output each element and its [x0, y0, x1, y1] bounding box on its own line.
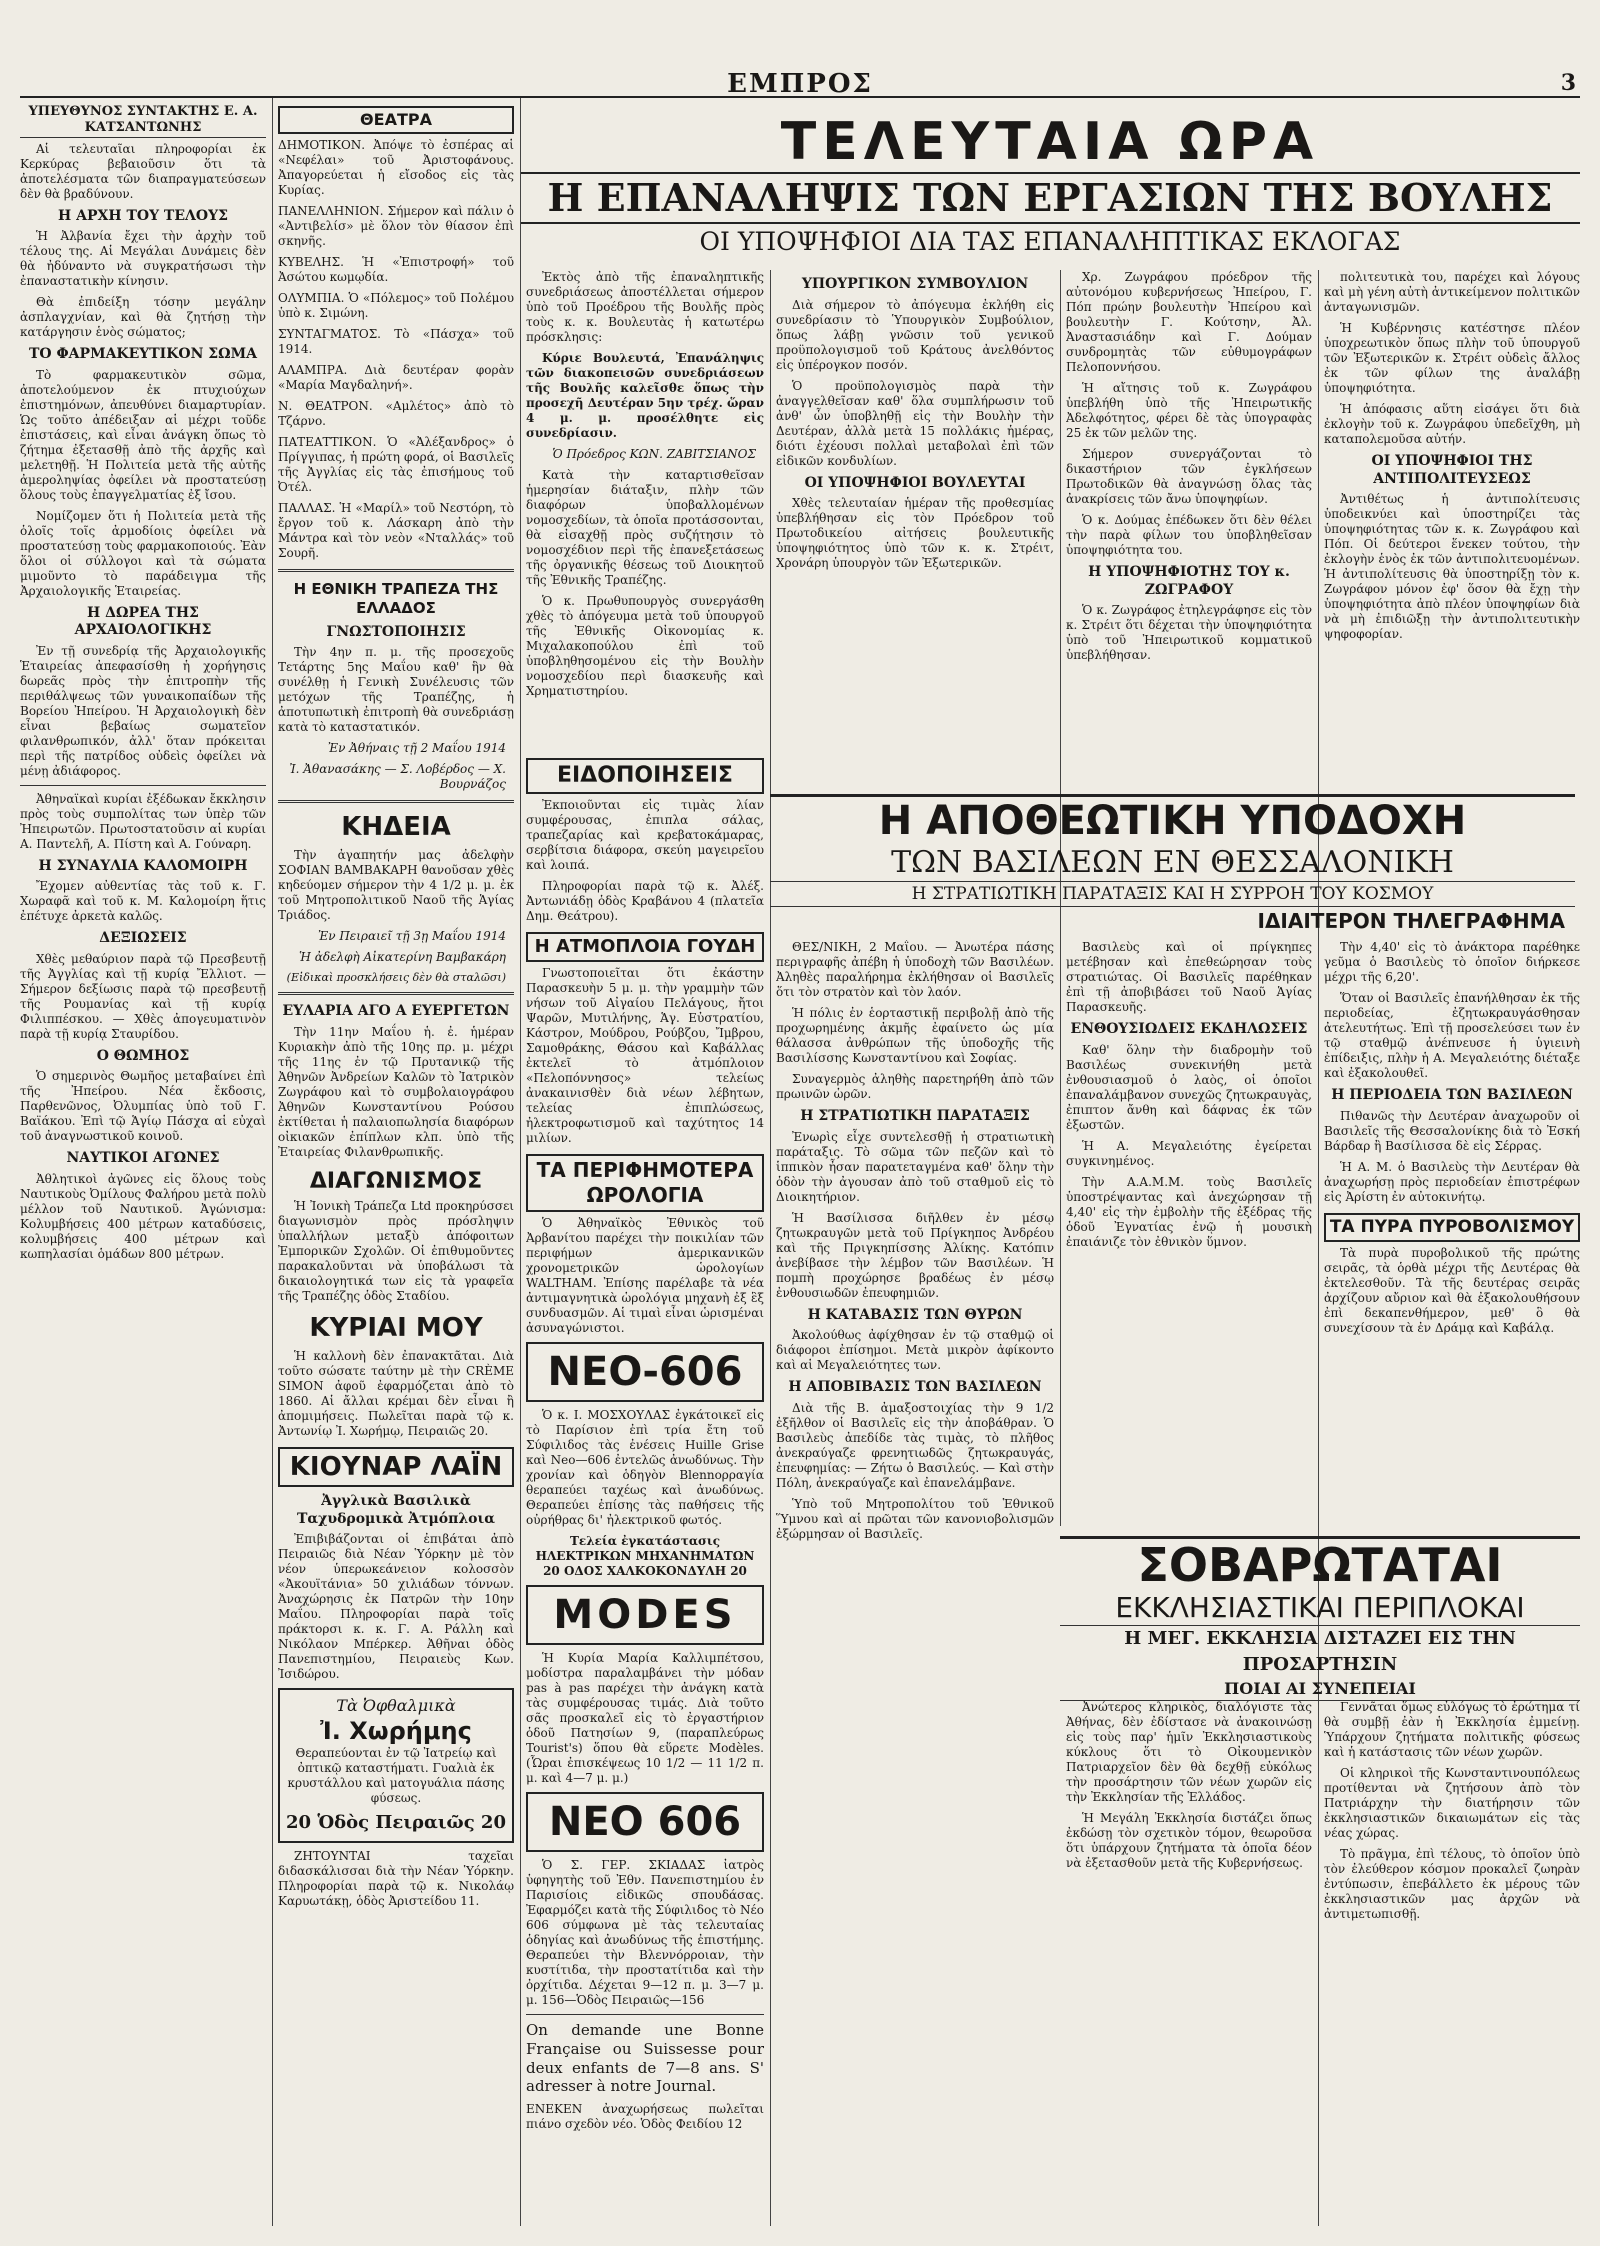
paragraph: Σήμερον συνεργάζονται τὸ δικαστήριον τῶν ἐγκλήσεων Πρωτοδικῶν θὰ ἀναγνώσῃ ὅλας τὰς ἀνακρίσεις τῶν ἄνω ὑποψηφίων. — [1066, 447, 1312, 506]
modes-ad — [526, 1585, 764, 1645]
paragraph: Αἱ τελευταῖαι πληροφορίαι ἐκ Κερκύρας βεβαιοῦσιν ὅτι τὰ ἀποτελέσματα τῶν διαπραγματεύσεων δὲν θὰ βραδύνουν. — [20, 141, 266, 201]
notice-signature: Ἡ ἀδελφὴ Αἰκατερίνη Βαμβακάρη — [299, 949, 506, 964]
shipping-ad-title: Η ΑΤΜΟΠΛΟΙΑ ΓΟΥΔΗ — [526, 932, 764, 963]
paragraph: Ὁ σημερινὸς Θωμῆος μεταβαίνει ἐπὶ τῆς Ἠπείρου. Νέα ἔκδοσις, Παρθενῶνος, Ὀλυμπίας ὑπὸ τοῦ Γ. Βαϊάκου. Ἐπὶ τῷ Ἁγίῳ Πάσχα αἱ εὐχαὶ τοῦ ἀναγνωστικοῦ κοινοῦ. — [20, 1069, 266, 1143]
notices-title: ΕΙΔΟΠΟΙΗΣΕΙΣ — [526, 758, 764, 794]
section-title: Η ΠΕΡΙΟΔΕΙΑ ΤΩΝ ΒΑΣΙΛΕΩΝ — [1331, 1087, 1573, 1103]
section-title: ΝΑΥΤΙΚΟΙ ΑΓΩΝΕΣ — [66, 1150, 220, 1166]
paragraph: Ἀκολούθως ἀφίχθησαν ἐν τῷ σταθμῷ οἱ διάφοροι ἐπίσημοι. Μετὰ μικρὸν ἀφίκοντο καὶ αἱ Μεγαλειότητες των. — [776, 1328, 1054, 1372]
column-5-top — [1324, 270, 1580, 740]
paragraph: Ἡ πόλις ἐν ἑορταστικῇ περιβολῇ ἀπὸ τῆς προχωρημένης ἀκμῆς ἐφαίνετο ὡς μία θάλασσα ἀνθρώπων τῆς ὑποδοχῆς τῆς Βασιλίσσης Κωνσταντίνου καὶ Σοφίας. — [776, 1006, 1054, 1065]
notice-date: Ἐν Ἀθήναις τῇ 2 Μαΐου 1914 — [327, 741, 506, 755]
paragraph: Ἔχομεν αὐθεντίας τὰς τοῦ κ. Γ. Χωραφᾶ καὶ τοῦ κ. Μ. Καλομοίρη ἥτις ἐπέτυχε ἀρκετὰ καλῶς. — [20, 879, 266, 923]
section-title: ΔΕΞΙΩΣΕΙΣ — [99, 930, 187, 946]
classified: On demande une Bonne Française ou Suissesse pour deux enfants de 7—8 ans. S' adresser à notre Journal. — [526, 2021, 764, 2096]
paragraph: ΠΑΛΛΑΣ. Ἡ «Μαρίλ» τοῦ Νεστόρη, τὸ ἔργον τοῦ κ. Λάσκαρη ἀπὸ τὴν Μάντρα καὶ τὸν νεὸν «Νταλλάς» τοῦ Σουρῆ. — [278, 501, 514, 560]
paragraph: Τὴν Α.Α.Μ.Μ. τοὺς Βασιλεῖς ὑποστρέψαντας καὶ ἀνεχώρησαν τῇ 4,40' εἰς τὴν ἐμβολὴν τῆς ἐξέδρας τῆς ὁδοῦ Ἐγνατίας ἐνῷ ἡ μουσικὴ ἐπαιάνιζε τὸν ἐθνικὸν ὕμνον. — [1066, 1174, 1312, 1249]
section-title: Η ΑΠΟΒΙΒΑΣΙΣ ΤΩΝ ΒΑΣΙΛΕΩΝ — [788, 1379, 1042, 1395]
optician-name: Ἰ. Χωρήμης — [320, 1717, 472, 1746]
paragraph: Χθὲς μεθαύριον παρὰ τῷ Πρεσβευτῇ τῆς Ἀγγλίας καὶ τῇ κυρίᾳ Ἔλλιοτ. — Σήμερον δεξίωσις παρὰ τῷ πρεσβευτῇ τῆς Ρουμανίας καὶ τῇ κυρίᾳ Φιλιππέσκου. — Χθὲς ἀπογευματινὸν παρὰ τῇ κυρίᾳ Σταυρίδου. — [20, 951, 266, 1041]
eccl-deck: Η ΜΕΓ. ΕΚΚΛΗΣΙΑ ΔΙΣΤΑΖΕΙ ΕΙΣ ΤΗΝ ΠΡΟΣΑΡΤΗΣΙΝ — [1060, 1625, 1580, 1678]
paragraph: Ἡ Κυβέρνησις κατέστησε πλέον ὑποχρεωτικὸν ὅπως πλὴν τοῦ ὑπουργοῦ τῶν Ἐξωτερικῶν κ. Στρέιτ οὐδεὶς ἄλλος ἐκ τῶν φίλων της ἀναλάβῃ ὑποψηφιότητα. — [1324, 321, 1580, 395]
column-divider — [770, 270, 771, 2226]
eccl-headline: ΣΟΒΑΡΩΤΑΤΑΙ — [1060, 1536, 1580, 1591]
paragraph: ΠΑΝΕΛΛΗΝΙΟΝ. Σήμερον καὶ πάλιν ὁ «Ἀντιβελίσ» μὲ ὅλον τὸν θίασον ἐπὶ σκηνῆς. — [278, 204, 514, 248]
paragraph: Ὑπὸ τοῦ Μητροπολίτου τοῦ Ἑθνικοῦ Ὕμνου καὶ αἱ πρῶται τῶν κανονιοβολισμῶν ἐξώρμησαν οἱ Βασιλεῖς. — [776, 1496, 1054, 1541]
paragraph: Ὁ Ἀθηναϊκὸς Ἐθνικὸς τοῦ Ἀρβανίτου παρέχει τὴν ποικιλίαν τῶν περιφήμων ἀμερικανικῶν χρονομετρικῶν ὡρολογίων WALTHAM. Ἐπίσης παρέλαβε τὰ νέα ἀντιμαγνητικὰ ὡρολόγια μηχανὴ ἐξ ἓξ συνδυασμῶν. Αἱ τιμαὶ εἶναι ὡρισμέναι ἀσυναγώνιστοι. — [526, 1216, 764, 1335]
column-2 — [278, 98, 514, 2226]
paragraph: Ὅταν οἱ Βασιλεῖς ἐπανήλθησαν ἐκ τῆς περιοδείας, ἐζητωκραυγάσθησαν ἀτελευτήτως. Ἐπὶ τῇ προσελεύσει των ἐν τῷ σταθμῷ ἀνέπνευσε ἡ ὑγιεινὴ ἐπίδειξις, πλὴν ἡ Α. Μεγαλειότης διέταξε καὶ ἐξακολουθεῖ. — [1324, 991, 1580, 1080]
paragraph: Χθὲς τελευταίαν ἡμέραν τῆς προθεσμίας ὑπεβλήθησαν εἰς τὸν Πρόεδρον τοῦ Πρωτοδικείου αἰτήσεις βουλευτικῆς ὑποψηφιότητος ὑπὸ τῶν κ. κ. Στρέιτ, Χρονάρη ὑπουργὸν τῶν Ἐξωτερικῶν. — [776, 496, 1054, 570]
column-4b-report — [1066, 940, 1312, 1520]
signature: Ὁ Πρόεδρος ΚΩΝ. ΖΑΒΙΤΣΙΑΝΟΣ — [552, 447, 756, 461]
section-title: Η ΣΥΝΑΥΛΙΑ ΚΑΛΟΜΟΙΡΗ — [38, 857, 248, 874]
paragraph: Ἡ Μεγάλη Ἐκκλησία διστάζει ὅπως ἐκδώσῃ τὸν σχετικὸν τόμον, θεωροῦσα ὅτι ὑπάρχουν ζητήματα τὰ ὁποῖα δέον νὰ ἐξετασθοῦν μετὰ τῆς Κυβερνήσεως. — [1066, 1811, 1312, 1870]
paragraph: Ἡ Κυρία Μαρία Καλλιμπέτσου, μοδίστρα παραλαμβάνει τὴν μόδαν pas à pas παρέχει τὴν ἀνάγκη κατὰ τὰς συμφέρουσας τιμάς. Διὰ τοῦτο σᾶς προσκαλεῖ εἰς τὸ ἐργαστήριον ὁδοῦ Πατησίων 9, (παραπλεύρως Tourist's) ὅπου θὰ εὕρετε Modèles. (Ὧραι ἐπισκέψεως 10 1/2 — 11 1/2 π. μ. καὶ 4—7 μ. μ.) — [526, 1651, 764, 1785]
paragraph: Τὴν 11ην Μαΐου ἡ. ἐ. ἡμέραν Κυριακὴν ἀπὸ τῆς 10ης πρ. μ. μέχρι τῆς 11ης ἐν τῷ Πρυτανικῷ τῆς Ἀθηνῶν Ἀνδρείων Καλῶν τὸ Ἰατρικὸν Ζωγράφου καὶ τὸ συμβολαιογράφου Ἀθηνῶν Κωνσταντίνου Ρούσου ἐκτίθεται ἡ παλαιοπωλησία διαφόρων οἰκιακῶν ἐπίπλων κλπ. ὑπὸ τῆς Ἐταιρείας Φιλανθρωπικῆς. — [278, 1024, 514, 1159]
theatre-title: ΘΕΑΤΡΑ — [278, 106, 514, 134]
notice-title: ΔΙΑΓΩΝΙΣΜΟΣ — [309, 1168, 483, 1194]
paragraph: ΟΛΥΜΠΙΑ. Ὁ «Πόλεμος» τοῦ Πολέμου ὑπὸ κ. Σιμώνη. — [278, 291, 514, 320]
ecclesiastical-story-header — [1060, 1536, 1580, 1701]
optician-address: 20 Ὁδὸς Πειραιῶς 20 — [286, 1812, 506, 1834]
section-title: Η ΚΑΤΑΒΑΣΙΣ ΤΩΝ ΘΥΡΩΝ — [807, 1306, 1023, 1323]
eccl-deck-2: ΠΟΙΑΙ ΑΙ ΣΥΝΕΠΕΙΑΙ — [1060, 1678, 1580, 1701]
neo606-title-2: ΝΕΟ 606 — [548, 1799, 742, 1845]
paragraph: Πληροφορίαι παρὰ τῷ κ. Ἀλέξ. Ἀντωνιάδῃ ὁδὸς Κραβάνου 4 (πλατεῖα Δημ. Θεάτρου). — [526, 878, 764, 923]
paragraph: Ν. ΘΕΑΤΡΟΝ. «Αμλέτος» ἀπὸ τὸ Τζάρνο. — [278, 399, 514, 428]
byline: ΥΠΕΥΘΥΝΟΣ ΣΥΝΤΑΚΤΗΣ Ε. Α. ΚΑΤΣΑΝΤΩΝΗΣ — [20, 104, 266, 138]
divider — [526, 2014, 764, 2015]
section-title: ΟΙ ΥΠΟΨΗΦΙΟΙ ΒΟΥΛΕΥΤΑΙ — [804, 474, 1026, 491]
section-title: ΟΙ ΥΠΟΨΗΦΙΟΙ ΤΗΣ ΑΝΤΙΠΟΛΙΤΕΥΣΕΩΣ — [1371, 453, 1533, 487]
sub-headline-2: ΟΙ ΥΠΟΨΗΦΙΟΙ ΔΙΑ ΤΑΣ ΕΠΑΝΑΛΗΠΤΙΚΑΣ ΕΚΛΟΓΑΣ — [699, 227, 1401, 256]
section-title: Η ΔΩΡΕΑ ΤΗΣ ΑΡΧΑΙΟΛΟΓΙΚΗΣ — [74, 604, 212, 638]
thessaloniki-banner — [770, 794, 1575, 935]
paragraph: Ἐκποιοῦνται εἰς τιμὰς λίαν συμφέρουσας, ἐπιπλα σάλας, τραπεζαρίας καὶ κρεβατοκάμαρας, σερβίτσια διάφορα, σκεύη μαγειρεῖου καὶ λοιπά. — [526, 797, 764, 872]
banner-deck: Η ΣΤΡΑΤΙΩΤΙΚΗ ΠΑΡΑΤΑΞΙΣ ΚΑΙ Η ΣΥΡΡΟΗ ΤΟΥ ΚΟΣΜΟΥ — [770, 881, 1575, 907]
column-divider — [520, 98, 521, 2226]
ladies-ad-title: ΚΥΡΙΑΙ ΜΟΥ — [309, 1313, 483, 1344]
paragraph: Ἐπιβιβάζονται οἱ ἐπιβάται ἀπὸ Πειραιῶς διὰ Νέαν Ὑόρκην μὲ τὸν νέον ὑπερωκεάνειον κολοσσὸν «Ἀκουϊτάνια» 50 χιλιάδων τόννων. Ἀναχώρησις ἐκ Πατρῶν τὴν 10ην Μαΐου. Πληροφορίαι παρὰ τοῖς πράκτορσι κ. κ. Γ. Α. Ράλλη καὶ Νικόλαον Μπέρκερ. Ἀθῆναι ὁδὸς Πανεπιστημίου, Πειραιεὺς Κων. Ἰσιδώρου. — [278, 1532, 514, 1682]
page-number: 3 — [1560, 70, 1576, 96]
paragraph: Χρ. Ζωγράφου πρόεδρον τῆς αὐτονόμου κυβερνήσεως Ἠπείρου, Γ. Πόπ πρώην βουλευτὴν Ἠπείρου καὶ βουλευτὴν Γ. Κούτσην, Ἀλ. Ἀναστασιάδην καὶ Γ. Δούμαν συνδρομητὰς τῶν εὐθυμογράφων Πελοποννήσου. — [1066, 270, 1312, 374]
notice-signature: Ἰ. Ἀθανασάκης — Σ. Λοβέρδος — Χ. Βουρνάζος — [289, 762, 506, 791]
paragraph: Συναγερμὸς ἀληθὴς παρετηρήθη ἀπὸ τῶν πρωινῶν ὡρῶν. — [776, 1072, 1054, 1101]
notice-date: Ἐν Πειραιεῖ τῇ 3ῃ Μαΐου 1914 — [317, 928, 506, 943]
paragraph: Ὁ Σ. ΓΕΡ. ΣΚΙΑΔΑΣ ἰατρὸς ὑφηγητὴς τοῦ Ἐθν. Πανεπιστημίου ἐν Παρισίοις εἰδικῶς σπουδάσας. Ἐφαρμόζει κατὰ τῆς Σύφιλιδος τὸ Νέο 606 σύμφωνα μὲ τὰς τελευταίας ὁδηγίας καὶ ἀνωδύνως τῆς ἐπιστήμης. Θεραπεύει τὴν Βλεννόρροιαν, τὴν κυστίτιδα, τὴν προστατίτιδα καὶ τὴν ὀρχίτιδα. Δέχεται 9—12 π. μ. 3—7 μ. μ. 156—Ὁδὸς Πειραιῶς—156 — [526, 1858, 764, 2007]
paragraph: Τὴν 4,40' εἰς τὸ ἀνάκτορα παρέθηκε γεῦμα ὁ Βασιλεὺς τὸ ὁποῖον διήρκεσε μέχρι τῆς 6,20'. — [1324, 940, 1580, 984]
paragraph: Τελεία ἐγκατάστασις ΗΛΕΚΤΡΙΚΩΝ ΜΗΧΑΝΗΜΑΤΩΝ 20 ΟΔΟΣ ΧΑΛΚΟΚΟΝΔΥΛΗ 20 — [535, 1534, 755, 1578]
paragraph: ΖΗΤΟΥΝΤΑΙ ταχεῖαι διδασκάλισσαι διὰ τὴν Νέαν Ὑόρκην. Πληροφορίαι παρὰ τῷ κ. Νικολάῳ Καρυωτάκῃ, ὁδὸς Ἀριστείδου 11. — [278, 1848, 514, 1908]
paragraph: Τὴν ἀγαπητήν μας ἀδελφὴν ΣΟΦΙΑΝ ΒΑΜΒΑΚΑΡΗ θανοῦσαν χθὲς κηδεύομεν σήμερον τὴν 4 1/2 μ. μ. ἐκ τοῦ Μητροπολιτικοῦ Ναοῦ τῆς Ἁγίας Τριάδος. — [278, 847, 514, 922]
paragraph: Ἐκτὸς ἀπὸ τῆς ἐπαναληπτικῆς συνεδριάσεως ἀποστέλλεται σήμερον ὑπὸ τοῦ Προέδρου τῆς Βουλῆς πρὸς τοὺς κ. κ. Βουλευτὰς ἡ κατωτέρω πρόσκλησις: — [526, 270, 764, 344]
paragraph: Ἡ Ἀλβανία ἔχει τὴν ἀρχὴν τοῦ τέλους της. Αἱ Μεγάλαι Δυνάμεις δὲν θὰ ἠδύναντο νὰ συγκρατήσωσι τὴν ἐπαναστατικὴν κίνησιν. — [20, 229, 266, 288]
section-title: ΥΠΟΥΡΓΙΚΟΝ ΣΥΜΒΟΥΛΙΟΝ — [801, 276, 1029, 292]
neo606-ad-2 — [526, 1792, 764, 1852]
section-title: Η ΥΠΟΨΗΦΙΟΤΗΣ ΤΟΥ κ. ΖΩΓΡΑΦΟΥ — [1088, 564, 1290, 598]
sub-headline: Η ΕΠΑΝΑΛΗΨΙΣ ΤΩΝ ΕΡΓΑΣΙΩΝ ΤΗΣ ΒΟΥΛΗΣ — [520, 172, 1580, 224]
column-4-report — [776, 940, 1054, 2226]
section-title: Η ΑΡΧΗ ΤΟΥ ΤΕΛΟΥΣ — [58, 207, 228, 224]
neo606-title: ΝΕΟ-606 — [547, 1349, 743, 1395]
charity-title: ΕΥΛΑΡΙΑ ΑΓΟ Α ΕΥΕΡΓΕΤΩΝ — [282, 1003, 510, 1020]
section-title: ΕΝΘΟΥΣΙΩΔΕΙΣ ΕΚΔΗΛΩΣΕΙΣ — [1070, 1021, 1308, 1037]
paragraph: Ἀθλητικοὶ ἀγῶνες εἰς ὅλους τοὺς Ναυτικοὺς Ὀμίλους Φαλήρου μετὰ πολὺ μέλλον τοῦ Ναυτικοῦ. Ἀγώνισμα: Κολυμβήσεις 400 μέτρων καταδύσεις, κολυμβήσεις 400 μέτρων καὶ κωπηλασίαι ὁμάδων 800 μέτρων. — [20, 1171, 266, 1261]
paragraph: Πιθανῶς τὴν Δευτέραν ἀναχωροῦν οἱ Βασιλεῖς τῆς Θεσσαλονίκης διὰ τὸ Ἐσκή Βάρδαρ ἢ Βασίλισσα δὲ εἰς Σέρρας. — [1324, 1108, 1580, 1153]
section-title: ΤΟ ΦΑΡΜΑΚΕΥΤΙΚΟΝ ΣΩΜΑ — [29, 346, 257, 362]
bank-notice-subtitle: ΓΝΩΣΤΟΠΟΙΗΣΙΣ — [326, 623, 466, 640]
paragraph: ΘΕΣ/ΝΙΚΗ, 2 Μαΐου. — Ἀνωτέρα πάσης περιγραφῆς ἀπέβη ἡ ὑποδοχὴ τῶν Βασιλέων. Ἀληθὲς παραλήρημα ἐκλήθησαν οἱ Βασιλεῖς ὅτι τὸν στρατὸν καὶ τὸν λαόν. — [776, 940, 1054, 999]
column-4-top — [776, 270, 1054, 740]
section-title: Ο ΘΩΜΗΟΣ — [96, 1047, 190, 1064]
paragraph: Θεραπεύονται ἐν τῷ Ἰατρείῳ καὶ ὀπτικῷ καταστήματι. Γυαλιὰ ἐκ κρυστάλλου καὶ ματογυάλια πάσης φύσεως. — [287, 1746, 505, 1806]
divider — [278, 569, 514, 572]
eccl-subheadline: ΕΚΚΛΗΣΙΑΣΤΙΚΑΙ ΠΕΡΙΠΛΟΚΑΙ — [1115, 1591, 1525, 1624]
paragraph: Καθ' ὅλην τὴν διαδρομὴν τοῦ Βασιλέως συνεκινήθη μετὰ ἐνθουσιασμοῦ ὁ λαὸς, οἱ ὁποῖοι ἐπαναλάμβανον συνεχῶς ζητωκραυγὰς, ἐπιπτον ἄνθη καὶ δάφνας ἐκ τῶν ἐξωστῶν. — [1066, 1042, 1312, 1132]
paragraph: ΠΑΤΕΑΤΤΙΚΟΝ. Ὁ «Ἀλέξανδρος» ὁ Πρίγγιπας, ἡ πρώτη φορά, οἱ Βασιλεῖς τῆς Ἀγγλίας εἰς τὰς ἐπισήμους τοῦ Ὀτέλ. — [278, 435, 514, 494]
banner-subheadline: ΤΩΝ ΒΑΣΙΛΕΩΝ ΕΝ ΘΕΣΣΑΛΟΝΙΚΗ — [891, 845, 1454, 880]
cunard-ad-title: ΚΙΟΥΝΑΡ ΛΑΪΝ — [278, 1447, 514, 1488]
column-3-top — [526, 270, 764, 740]
paragraph: Ἡ Βασίλισσα διῆλθεν ἐν μέσῳ ζητωκραυγῶν μετὰ τοῦ Πρίγκηπος Ἀνδρέου καὶ τῆς Πριγκηπίσσης Ἀλίκης. Κατόπιν ἀνεβίβασε τὴν λέμβον τῶν Βασιλέων. Ἡ πομπὴ προχώρησε βραδέως ἐν μέσῳ ἐνθουσιωδῶν ἐπευφημιῶν. — [776, 1210, 1054, 1300]
optician-title: Τὰ Ὀφθαλμικὰ — [336, 1696, 456, 1716]
paragraph: πολιτευτικὰ του, παρέχει καὶ λόγους καὶ μὴ γένη αὐτὴ ἀντικείμενον πολιτικῶν ἀνταγωνισμῶν. — [1324, 270, 1580, 314]
modes-title: MODES — [553, 1592, 737, 1638]
paragraph: Ὁ προϋπολογισμὸς παρὰ τὴν ἀναγγελθεῖσαν καθ' ὅλα συμπλήρωσιν τοῦ ἀνθ' ὧν ὑποβληθῇ εἰς τὴν Βουλὴν τὴν Δευτέραν, ἀλλὰ μετὰ 15 πολλάκις ἡμέρας, διότι ἐχέουσι πολλαὶ μεταβολαὶ ἐπὶ τῶν εἰδικῶν κονδυλίων. — [776, 378, 1054, 468]
divider — [278, 800, 514, 803]
column-5-report — [1324, 940, 1580, 1520]
paragraph: ΔΗΜΟΤΙΚΟΝ. Ἀπόψε τὸ ἐσπέρας αἱ «Νεφέλαι» τοῦ Ἀριστοφάνους. Ἀπαγορεύεται ἡ εἴσοδος εἰς τὰς Κυρίας. — [278, 138, 514, 197]
paragraph: Ὁ κ. Ζωγράφος ἐτηλεγράφησε εἰς τὸν κ. Στρέιτ ὅτι δέχεται τὴν ὑποψηφιότητα ὑπὸ τοῦ Ἠπειρωτικοῦ κομματικοῦ ὑπεβλήθησαν. — [1066, 603, 1312, 662]
column-divider — [272, 98, 273, 2226]
section-title: ΤΑ ΠΥΡΑ ΠΥΡΟΒΟΛΙΣΜΟΥ — [1324, 1213, 1580, 1242]
banner-headline: Η ΑΠΟΘΕΩΤΙΚΗ ΥΠΟΔΟΧΗ — [770, 794, 1575, 845]
banner-telegram: ΙΔΙΑΙΤΕΡΟΝ ΤΗΛΕΓΡΑΦΗΜΑ — [1257, 909, 1565, 933]
notice-note: (Εἰδικαὶ προσκλήσεις δὲν θὰ σταλῶσι) — [286, 970, 506, 984]
column-divider — [1318, 270, 1319, 2226]
paragraph: Κατὰ τὴν καταρτισθεῖσαν ἡμερησίαν διάταξιν, πλὴν τῶν διαφόρων ὑποβαλλομένων νομοσχεδίων, τὰ ὁποῖα προτάσσονται, θὰ εἰσαχθῇ πρὸς συζήτησιν τὸ νομοσχέδιον περὶ τῆς ἐπανεξετάσεως τῆς ὀργανικῆς θέσεως τοῦ Διοικητοῦ τῆς Ἐθνικῆς Τραπέζης. — [526, 468, 764, 587]
paragraph: Τὴν 4ην π. μ. τῆς προσεχοῦς Τετάρτης 5ης Μαΐου καθ' ἣν θὰ συνέλθῃ ἡ Γενικὴ Συνέλευσις τῶν μετόχων τῆς Τραπέζης, ἡ ἀποτυπωτικὴ ἐπιτροπὴ θὰ συνεδριάσῃ κατὰ τὸ καταστατικόν. — [278, 645, 514, 734]
classified: ΕΝΕΚΕΝ ἀναχωρήσεως πωλεῖται πιάνο σχεδὸν νέο. Ὁδὸς Φειδίου 12 — [526, 2102, 764, 2131]
funeral-title: ΚΗΔΕΙΑ — [341, 812, 451, 842]
paragraph: Βασιλεὺς καὶ οἱ πρίγκηπες μετέβησαν καὶ ἐπεθεώρησαν τοὺς στρατιώτας. Οἱ Βασιλεῖς παρέθηκαν ἐπὶ τῇ ἀποβιβάσει τοῦ Ναοῦ Ἁγίας Παρασκευῆς. — [1066, 940, 1312, 1014]
paragraph: Ἡ καλλονὴ δὲν ἐπανακτᾶται. Διὰ τοῦτο σώσατε ταύτην μὲ τὴν CRÈME SIMON ἀφοῦ ἐφαρμόζεται ἀπὸ τὸ 1860. Αἱ ἄλλαι κρέμαι δὲν εἶναι ἢ ἀπομιμήσεις. Πωλεῖται παρὰ τῷ κ. Ἀντωνίῳ Ἰ. Χωρήμῳ, Πειραιῶς 20. — [278, 1348, 514, 1438]
paragraph: Ἀνώτερος κληρικὸς, διαλόγιστε τὰς Ἀθήνας, δὲν ἐδίστασε νὰ ἀνακοινώσῃ εἰς τοὺς παρ' ἡμῖν Ἐκκλησιαστικοὺς κύκλους ὅτι τὸ Οἰκουμενικὸν Πατριαρχεῖον δὲν θὰ δεχθῇ εὐκόλως τὴν προσάρτησιν τῶν νέων χωρῶν εἰς τὴν Ἐκκλησίαν τῆς Ἑλλάδος. — [1066, 1700, 1312, 1804]
column-3-ads — [526, 750, 764, 2226]
paragraph: ΑΛΑΜΠΡΑ. Διὰ δευτέραν φορὰν «Μαρία Μαγδαληνή». — [278, 363, 514, 392]
column-eccl-1 — [1066, 1700, 1312, 2226]
bank-notice-title: Η ΕΘΝΙΚΗ ΤΡΑΠΕΖΑ ΤΗΣ ΕΛΛΑΔΟΣ — [293, 580, 499, 617]
paragraph: Τὸ φαρμακευτικὸν σῶμα, ἀποτελούμενον ἐκ πτυχιούχων ἐπιστημόνων, ἀπευθύνει διαμαρτυρίαν. Ὡς τοῦτο ἀπέδειξαν αἱ μέχρι τοῦδε ἐπιστάσεις, καὶ εἶναι ἀνάγκη ὅπως τὸ ζήτημα ἐξετασθῇ ἀπὸ τῆς ἀρχῆς καὶ μελετηθῇ. Ἡ Πολιτεία μετὰ τῆς αὐτῆς ἀμεροληψίας ὀφείλει νὰ προστατεύσῃ ὅλους τοὺς ἐπαγγελματίας ἐξ ἴσου. — [20, 367, 266, 502]
paragraph: Κύριε Βουλευτά, Ἐπανάληψις τῶν διακοπεισῶν συνεδριάσεων τῆς Βουλῆς καλεῖσθε ὅπως τὴν προσεχῆ Δευτέραν 5ην τρέχ. ὥραν 4 μ. μ. προσέλθητε εἰς συνεδρίασιν. — [526, 351, 764, 440]
paragraph: Νομίζομεν ὅτι ἡ Πολιτεία μετὰ τῆς ὁλοῖς τοῖς ἀρμοδίοις ὀφείλει νὰ προστατεύσῃ τοὺς φαρμακοποιούς. Ἐὰν ὅλοι οἱ σύλλογοι καὶ τὰ σώματα μιμοῦντο τὸ παράδειγμα τῆς Ἀρχαιολογικῆς Ἑταιρείας. — [20, 508, 266, 598]
headline-block — [520, 112, 1580, 260]
paragraph: Ἡ Ἰονικὴ Τράπεζα Ltd προκηρύσσει διαγωνισμὸν πρὸς πρόσληψιν ὑπαλλήλων μεταξὺ ἀπόφοιτων Ἐμπορικῶν Σχολῶν. Οἱ ἐπιθυμοῦντες παρακαλοῦνται νὰ ὑποβάλωσι τὰ δικαιολογητικά των εἰς τὰ γραφεῖα τῆς Τραπέζης ὁδὸς Σταδίου. — [278, 1199, 514, 1304]
paragraph: Ἡ Α. Μεγαλειότης ἐγείρεται συγκινημένος. — [1066, 1138, 1312, 1168]
optician-ad — [278, 1688, 514, 1843]
main-headline: ΤΕΛΕΥΤΑΙΑ ΩΡΑ — [780, 112, 1320, 172]
column-4b-top — [1066, 270, 1312, 740]
paragraph: Ἡ ἀπόφασις αὕτη εἰσάγει ὅτι διὰ ἐκλογὴν τοῦ κ. Ζωγράφου ὑπεδεῖχθη, μὴ καταπολεμοῦσα αὐτήν. — [1324, 402, 1580, 446]
paragraph: Τὸ πρᾶγμα, ἐπὶ τέλους, τὸ ὁποῖον ὑπὸ τὸν ἐλεύθερον κόσμον προκαλεῖ ζωηρὰν ἐντύπωσιν, ἐπεβάλλετο ἐκ μέρους τῶν ἐκκλησιαστικῶν μας ἀρχῶν νὰ ἀντιμετωπισθῇ. — [1324, 1847, 1580, 1921]
paragraph: Ἐν τῇ συνεδρίᾳ τῆς Ἀρχαιολογικῆς Ἑταιρείας ἀπεφασίσθη ἡ χορήγησις δωρεᾶς πρὸς τὴν ἐπιτροπὴν τῆς περιθάλψεως τῶν γυναικοπαίδων τῆς Βορείου Ἠπείρου. Ἡ Ἀρχαιολογικὴ δὲν εἶναι βεβαίως σωματεῖον φιλανθρωπικόν, ἀλλ' ὅταν πρόκειται περὶ τῆς πατρίδος οὐδεὶς ὀφείλει νὰ μένῃ ἀδιάφορος. — [20, 643, 266, 778]
paragraph: Ἀντιθέτως ἡ ἀντιπολίτευσις ὑποδεικνύει καὶ ὑποστηρίζει τὰς ὑποψηφιότητας τῶν κ. κ. Ζωγράφου καὶ Πόπ. Οἱ δεύτεροι ἕνεκεν τούτου, τὴν ἐκλογὴν ἑνὸς ἐκ τῶν ἀντιπολιτευομένων. Ἡ ἀντιπολίτευσις θὰ ὑποστηρίξῃ τὸν κ. Ζωγράφον μόνον ἐφ' ὅσον θὰ ἔχῃ τὴν ὑποψηφιότητα ἀπὸ πλέον ὑποψηφίων διὰ νὰ μὴ ἐπιδιῶξῃ τὴν ἀντιπολιτευτικὴν ψηφοφορίαν. — [1324, 492, 1580, 641]
paragraph: Διὰ σήμερον τὸ ἀπόγευμα ἐκλήθη εἰς συνεδρίασιν τὸ Ὑπουργικὸν Συμβούλιον, ὅπως λάβῃ γνῶσιν τοῦ γενικοῦ προϋπολογισμοῦ τοῦ Κράτους ἀνελθόντος εἰς ὑπέρογκον ποσόν. — [776, 297, 1054, 372]
paragraph: Ἡ Α. Μ. ὁ Βασιλεὺς τὴν Δευτέραν θὰ ἀναχωρήσῃ πρὸς περιοδείαν ἐπιστρέφων εἰς Ἀρίστη ἐν αὐτοκινήτῳ. — [1324, 1159, 1580, 1204]
paragraph: Ἀθηναϊκαὶ κυρίαι ἐξέδωκαν ἔκκλησιν πρὸς τοὺς συμπολίτας των ὑπὲρ τῶν Ἠπειρωτῶν. Πρωτοστατοῦσιν αἱ κυρίαι Α. Παντελῆ, Α. Πίστη καὶ Α. Γούναρη. — [20, 791, 266, 851]
newspaper-title: ΕΜΠΡΟΣ — [727, 69, 873, 99]
paragraph: Γεννᾶται ὅμως εὐλόγως τὸ ἐρώτημα τί θὰ συμβῇ ἐὰν ἡ Ἐκκλησία ἐμμείνῃ. Ὑπάρχουν ζητήματα πολιτικῆς φύσεως καὶ ἡ κατάστασις τῶν νέων χωρῶν. — [1324, 1700, 1580, 1759]
section-title: Η ΣΤΡΑΤΙΩΤΙΚΗ ΠΑΡΑΤΑΞΙΣ — [800, 1108, 1030, 1124]
paragraph: Διὰ τῆς Β. ἀμαξοστοιχίας τὴν 9 1/2 ἐξῆλθον οἱ Βασιλεῖς εἰς τὴν ἀποβάθραν. Ὁ Βασιλεὺς ἀπεδίδε τὰς τιμὰς, τὸ πλῆθος ἀνεκραύγαζε φρενητιωδῶς ζητωκραυγάς, ἐπευφημίας: — Ζήτω ὁ Βασιλεύς. — Καὶ στὴν Πόλη, ἀνεκραύγαζε καὶ ἐπανελάμβανε. — [776, 1400, 1054, 1490]
divider — [278, 992, 514, 995]
paragraph: Θὰ ἐπιδείξη τόσην μεγάλην ἀσπλαγχνίαν, καὶ θὰ ζητήσῃ τὴν κατάργησιν ἑνὸς σώματος; — [20, 295, 266, 339]
cunard-ad-subtitle: Ἀγγλικὰ Βασιλικὰ Ταχυδρομικὰ Ἀτμόπλοια — [296, 1493, 496, 1527]
watch-ad-title: ΤΑ ΠΕΡΙΦΗΜΟΤΕΡΑ ΩΡΟΛΟΓΙΑ — [526, 1154, 764, 1212]
paragraph: ΚΥΒΕΛΗΣ. Ἡ «Ἐπιστροφή» τοῦ Ἀσώτου κωμῳδία. — [278, 255, 514, 284]
paragraph: ΣΥΝΤΑΓΜΑΤΟΣ. Τὸ «Πάσχα» τοῦ 1914. — [278, 327, 514, 356]
paragraph: Γνωστοποιεῖται ὅτι ἐκάστην Παρασκευὴν 5 μ. μ. τὴν γραμμὴν τῶν νήσων τοῦ Αἰγαίου Πελάγους, ἤτοι Ψαρῶν, Μυτιλήνης, Ἁγ. Εὐστρατίου, Κάστρον, Μούδρου, Ρούβζου, Ἴμβρου, Σαμοθράκης, Θάσου καὶ Καβάλλας ἐκτελεῖ τὸ ἀτμόπλοιον «Πελοπόννησος» τελείως ἀνακαινισθὲν διὰ νέων λέβητων, τελείας ἐπιπλώσεως, ἠλεκτροφωτισμοῦ καὶ ταχύτητος 14 μιλίων. — [526, 966, 764, 1145]
paragraph: Ἡ αἴτησις τοῦ κ. Ζωγράφου ὑπεβλήθη ὑπὸ τῆς Ἠπειρωτικῆς Ἀδελφότητος, φέρει δὲ τὰς ὑπογραφὰς 25 ἐκ τῶν μελῶν της. — [1066, 381, 1312, 440]
masthead — [20, 70, 1580, 98]
paragraph: Ὁ κ. Πρωθυπουργὸς συνεργάσθη χθὲς τὸ ἀπόγευμα μετὰ τοῦ ὑπουργοῦ τῆς Ἐθνικῆς Οἰκονομίας κ. Μιχαλακοπούλου ἐπὶ τοῦ ὑποβληθησομένου εἰς τὴν Βουλὴν νομοσχεδίου περὶ διασκευῆς καὶ Χρηματιστηρίου. — [526, 594, 764, 698]
neo606-ad — [526, 1342, 764, 1402]
column-eccl-2 — [1324, 1700, 1580, 2226]
paragraph: Τὰ πυρὰ πυροβολικοῦ τῆς πρώτης σειρᾶς, τὰ ὁρθὰ μέχρι τῆς Δευτέρας θὰ ἐκτελεσθοῦν. Τὰ τῆς δευτέρας σειρᾶς ἀρχίζουν αὔριον καὶ θὰ ἐξακολουθήσουν ἐπὶ δεκαπενθήμερον, μεθ' ὃ θὰ συνεχίσουν τὰ ἐν Δράμᾳ καὶ Καβάλᾳ. — [1324, 1245, 1580, 1335]
paragraph: Ὁ κ. Ι. ΜΟΣΧΟΥΛΑΣ ἐγκάτοικεῖ εἰς τὸ Παρίσιον ἐπὶ τρία ἔτη τοῦ Σύφιλιδος τὰς ἐνέσεις Huille Grise καὶ Neo—606 ἐντελῶς ἀνωδύνως. Τὴν χρονίαν καὶ ὁδηγὸν Blennoρραγία θεραπεύει ταχέως καὶ ἀνωδύνως. Θεραπεύει ἐπίσης τὰς παθήσεις τῆς οὐρήθρας δι' ἠλεκτρικοῦ φωτός. — [526, 1408, 764, 1527]
paragraph: Ὁ κ. Δούμας ἐπέδωκεν ὅτι δὲν θέλει τὴν παρὰ φίλων του ὑποβληθεῖσαν ὑποψηφιότητα του. — [1066, 513, 1312, 557]
column-1 — [20, 98, 266, 2226]
divider — [20, 785, 266, 786]
paragraph: Οἱ κληρικοὶ τῆς Κωνσταντινουπόλεως προτίθενται νὰ ζητήσουν ἀπὸ τὸν Πατριάρχην τὴν διατήρησιν τῶν ἐκκλησιαστικῶν δικαιωμάτων εἰς τὰς νέας χώρας. — [1324, 1766, 1580, 1840]
paragraph: Ἐνωρὶς εἶχε συντελεσθῇ ἡ στρατιωτικὴ παράταξις. Τὸ σῶμα τῶν πεζῶν καὶ τὸ ἱππικὸν ἦσαν παρατεταγμένα καθ' ὅλην τὴν ὁδὸν τὴν ἀγουσαν ἀπὸ τοῦ σταθμοῦ εἰς τὸ Διοικητήριον. — [776, 1129, 1054, 1204]
